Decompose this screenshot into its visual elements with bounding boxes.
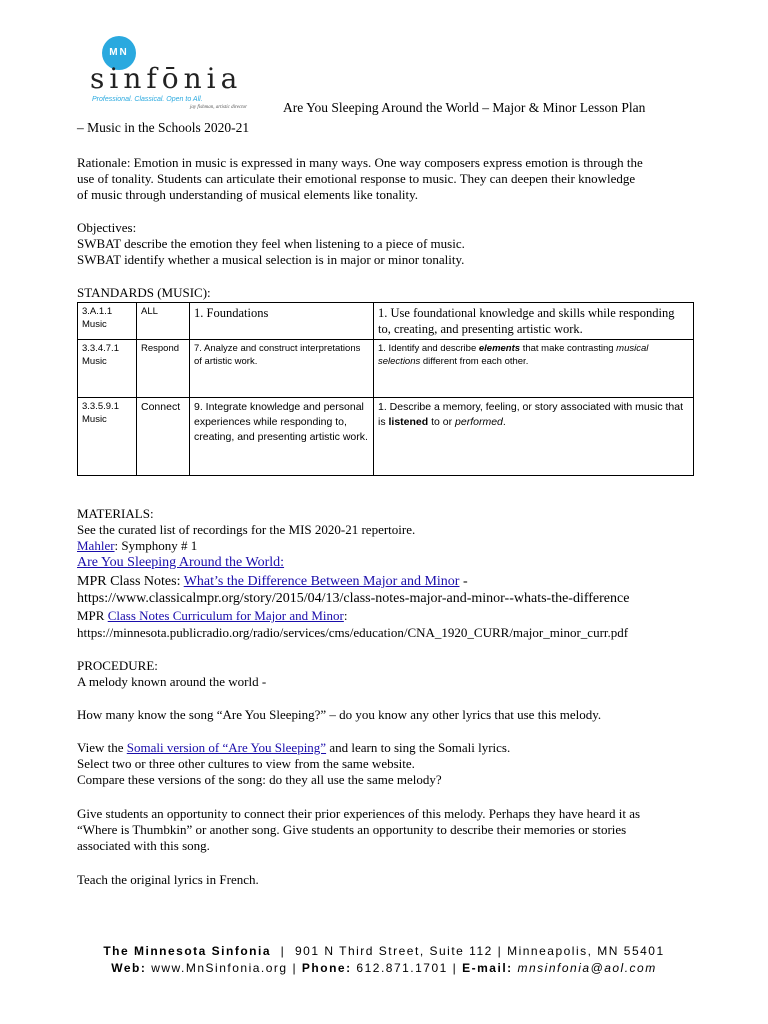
table-row: [78, 398, 694, 476]
standard-anchor: 7. Analyze and construct interpretations of artistic work.: [190, 340, 374, 398]
table-row: [78, 340, 694, 398]
standard-anchor: 9. Integrate knowledge and personal experiences while responding to, creating, and presenting artistic work.: [190, 398, 374, 476]
materials-url1: https://www.classicalmpr.org/story/2015/04/13/class-notes-major-and-minor--whats-the-difference: [77, 591, 630, 606]
standards-table: [77, 302, 694, 476]
objectives-heading: Objectives:: [77, 220, 137, 235]
logo-wordmark: sinfōnia: [90, 62, 243, 95]
are-you-sleeping-link[interactable]: Are You Sleeping Around the World:: [77, 555, 285, 570]
standard-code: 3.3.5.9.1 Music: [78, 398, 137, 476]
procedure-teach: Teach the original lyrics in French.: [77, 872, 259, 887]
standard-code: 3.A.1.1 Music: [78, 303, 137, 340]
procedure-connect-line2: “Where is Thumbkin” or another song. Give students an opportunity to describe their memories or stories: [77, 822, 627, 837]
procedure-question: How many know the song “Are You Sleeping?” – do you know any other lyrics that use this melody.: [77, 707, 602, 722]
rationale-line2: use of tonality. Students can articulate their emotional response to music. They can deepen their knowledge: [77, 171, 636, 186]
standard-code: 3.3.4.7.1 Music: [78, 340, 137, 398]
document-title-line2: – Music in the Schools 2020-21: [77, 120, 250, 135]
procedure-connect-line1: Give students an opportunity to connect their prior experiences of this melody. Perhaps they have heard it as: [77, 806, 641, 821]
sinfonia-logo: [86, 36, 271, 114]
standard-benchmark: 1. Identify and describe elements that make contrasting musical selections different from each other.: [374, 340, 694, 398]
rationale-line1: Rationale: Emotion in music is expressed in many ways. One way composers express emotion is through the: [77, 155, 643, 170]
standard-benchmark: 1. Use foundational knowledge and skills while responding to, creating, and presenting artistic work.: [374, 303, 694, 340]
footer-address-line: The Minnesota Sinfonia | 901 N Third Street, Suite 112 | Minneapolis, MN 55401: [103, 944, 665, 958]
document-title-line1: Are You Sleeping Around the World – Major & Minor Lesson Plan: [283, 100, 646, 115]
standard-process: Respond: [137, 340, 190, 398]
footer-email: mnsinfonia@aol.com: [517, 961, 657, 975]
rationale-line3: of music through understanding of musical elements like tonality.: [77, 187, 419, 202]
standards-heading: STANDARDS (MUSIC):: [77, 285, 211, 300]
footer-phone: 612.871.1701: [356, 961, 448, 975]
objective-item: SWBAT identify whether a musical selection is in major or minor tonality.: [77, 252, 465, 267]
standard-benchmark: 1. Describe a memory, feeling, or story associated with music that is listened to or performed.: [374, 398, 694, 476]
standard-process: Connect: [137, 398, 190, 476]
curriculum-major-minor-link[interactable]: Class Notes Curriculum for Major and Minor: [107, 608, 344, 623]
table-row: [78, 303, 694, 340]
procedure-view: View the Somali version of “Are You Sleeping” and learn to sing the Somali lyrics.: [77, 740, 511, 755]
footer-web: www.MnSinfonia.org: [151, 961, 288, 975]
objective-item: SWBAT describe the emotion they feel when listening to a piece of music.: [77, 236, 465, 251]
procedure-compare: Compare these versions of the song: do they all use the same melody?: [77, 772, 442, 787]
logo-initials-circle: MN: [102, 36, 136, 70]
mahler-link[interactable]: Mahler: [77, 538, 115, 553]
materials-mahler: Mahler: Symphony # 1: [77, 538, 198, 553]
footer-contact-line: Web: www.MnSinfonia.org | Phone: 612.871.1701 | E-mail: mnsinfonia@aol.com: [111, 961, 657, 975]
procedure-intro: A melody known around the world -: [77, 674, 267, 689]
materials-ays: [77, 555, 284, 571]
footer-address: 901 N Third Street, Suite 112 | Minneapolis, MN 55401: [294, 944, 665, 958]
logo-director: jay fishman, artistic director: [190, 105, 248, 110]
materials-mpr-curriculum: MPR Class Notes Curriculum for Major and Minor:: [77, 608, 348, 623]
somali-version-link[interactable]: Somali version of “Are You Sleeping”: [126, 740, 327, 755]
footer-org: The Minnesota Sinfonia: [103, 944, 271, 958]
procedure-heading: PROCEDURE:: [77, 658, 158, 673]
materials-mpr-notes: MPR Class Notes: What’s the Difference Between Major and Minor -: [77, 574, 468, 589]
materials-curated-list: See the curated list of recordings for the MIS 2020-21 repertoire.: [77, 522, 416, 537]
standard-process: ALL: [137, 303, 190, 340]
materials-heading: MATERIALS:: [77, 506, 154, 521]
procedure-connect-line3: associated with this song.: [77, 838, 210, 853]
logo-tagline: Professional. Classical. Open to All.: [92, 96, 203, 103]
materials-url2: https://minnesota.publicradio.org/radio/services/cms/education/CNA_1920_CURR/major_minor_curr.pdf: [77, 625, 629, 640]
standard-anchor: 1. Foundations: [190, 303, 374, 340]
procedure-select: Select two or three other cultures to view from the same website.: [77, 756, 415, 771]
major-minor-difference-link[interactable]: What’s the Difference Between Major and Minor: [183, 574, 460, 589]
